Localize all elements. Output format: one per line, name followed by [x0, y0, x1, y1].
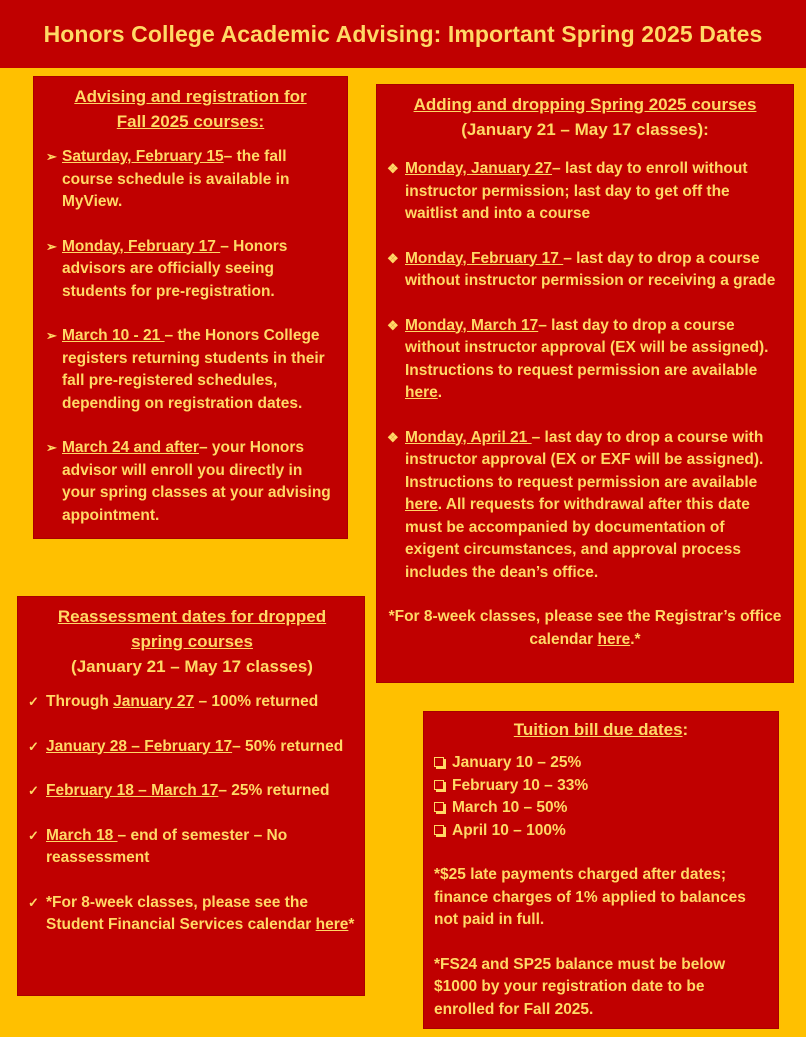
checkbox-icon [434, 757, 444, 767]
drop-item-text: – last day to drop a course without instructor permission or receiving a grade [405, 249, 776, 289]
reassess-item [28, 780, 356, 803]
reassess-item: ✓ Through January 27 – 100% returned [28, 691, 356, 714]
reassess-note: ✓ *For 8-week classes, please see the Student Financial Services calendar here* [28, 893, 355, 933]
diamond-bullet-icon: ❖ [387, 250, 399, 266]
fall-item [46, 437, 335, 527]
checkbox-icon [434, 825, 444, 835]
reassess-item-text: – 50% returned [232, 737, 344, 755]
balance-note: *FS24 and SP25 balance must be below $1000 by your registration date to be enrolled for Fall 2025. [434, 955, 726, 1018]
drop-title-line1: Adding and dropping Spring 2025 courses [413, 95, 757, 114]
reassess-item-text: – 25% returned [218, 782, 330, 799]
drop-item-text: – last day to drop a course without instructor approval (EX will be assigned). Instructions to request permission are available [405, 316, 769, 379]
fall-box-title [46, 84, 335, 134]
fall-item [46, 146, 335, 214]
drop-item-date: Monday, April 21 [405, 428, 532, 446]
sfs-here-link[interactable]: here [315, 916, 349, 933]
tuition-item: March 10 – 50% [434, 797, 768, 820]
drop-item [387, 427, 783, 585]
tuition-title: Tuition bill due dates [513, 720, 683, 739]
drop-item-date: Monday, February 17 [405, 249, 564, 267]
fall-title-line2: Fall 2025 courses: [116, 112, 265, 131]
drop-item [387, 158, 783, 226]
reassess-item-date: February 18 – March 17 [46, 782, 219, 799]
arrow-bullet-icon: ➢ [46, 440, 57, 455]
fall-item-text: – your Honors advisor will enroll you directly in your spring classes at your advising appointment. [62, 439, 331, 524]
fall-item-text: – the fall course schedule is available in MyView. [62, 148, 290, 210]
reassess-box-title [28, 604, 356, 679]
reassess-item [28, 736, 356, 759]
reassessment-box [17, 596, 365, 996]
checkbox-icon [434, 802, 444, 812]
drop-item-text: – last day to drop a course with instructor approval (EX or EXF will be assigned). Instructions to request permission are available [405, 428, 764, 491]
drop-item [387, 248, 783, 293]
drop-item-tail: . [437, 384, 443, 401]
fall-item [46, 236, 335, 304]
drop-item-text: – last day to enroll without instructor permission; last day to get off the waitlist and into a course [405, 160, 748, 222]
here-link[interactable]: here [405, 496, 438, 513]
reassess-title-line1: Reassessment dates for dropped [57, 607, 327, 626]
reassess-item [28, 825, 356, 870]
drop-box-title [387, 92, 783, 142]
reassess-title-line2: spring courses [131, 632, 253, 651]
checkmark-icon: ✓ [28, 738, 39, 754]
reassess-item-date: March 18 [46, 826, 118, 844]
tuition-box [423, 711, 779, 1029]
drop-item-date: Monday, January 27 [405, 160, 553, 177]
checkmark-icon: ✓ [28, 894, 39, 910]
tuition-box-title: Tuition bill due dates: [513, 720, 689, 739]
add-drop-box [376, 84, 794, 683]
fall-item-date: Saturday, February 15 [62, 148, 224, 165]
diamond-bullet-icon: ❖ [387, 161, 399, 176]
arrow-bullet-icon: ➢ [46, 238, 57, 254]
reassess-title-line3: (January 21 – May 17 classes) [71, 657, 313, 676]
reassess-item-text: – end of semester – No reassessment [46, 826, 288, 866]
reassess-item-date: January 28 – February 17 [46, 737, 233, 755]
drop-item-date: Monday, March 17 [405, 316, 539, 334]
fall-registration-box [33, 76, 348, 539]
drop-item [387, 315, 783, 405]
checkbox-icon [434, 780, 444, 790]
reassess-item-date: January 27 [113, 693, 195, 710]
reassess-item-text: – 100% returned [194, 693, 319, 710]
checkmark-icon: ✓ [28, 827, 39, 843]
checkmark-icon: ✓ [28, 694, 39, 709]
tuition-item: April 10 – 100% [434, 820, 768, 843]
diamond-bullet-icon: ❖ [387, 317, 399, 333]
arrow-bullet-icon: ➢ [46, 328, 57, 343]
fall-item [46, 325, 335, 415]
fall-item-date: March 24 and after [62, 439, 199, 456]
fall-item-text: – Honors advisors are officially seeing students for pre-registration. [62, 237, 288, 300]
here-link[interactable]: here [405, 384, 438, 401]
drop-item-tail: . All requests for withdrawal after this date must be accompanied by documentation of exigent circumstances, and approval process includes the dean’s office. [405, 496, 750, 581]
arrow-bullet-icon: ➢ [46, 149, 57, 164]
fall-item-text: – the Honors College registers returning students in their fall pre-registered schedules, depending on registration dates. [62, 327, 325, 412]
registrar-here-link[interactable]: here [597, 630, 631, 648]
fall-item-date: March 10 - 21 [62, 327, 165, 344]
fall-title-line1: Advising and registration for [74, 87, 307, 106]
title-banner [0, 0, 806, 68]
tuition-item: February 10 – 33% [434, 775, 768, 798]
fall-item-date: Monday, February 17 [62, 237, 221, 255]
tuition-item: January 10 – 25% [434, 752, 768, 775]
registrar-note: *For 8-week classes, please see the Registrar’s office calendar here.* [388, 608, 782, 648]
drop-title-line2: (January 21 – May 17 classes): [461, 120, 709, 139]
diamond-bullet-icon: ❖ [387, 429, 399, 445]
page-title: Honors College Academic Advising: Important Spring 2025 Dates [43, 20, 763, 47]
late-payment-note: *$25 late payments charged after dates; finance charges of 1% applied to balances not paid in full. [434, 866, 746, 928]
checkmark-icon: ✓ [28, 783, 39, 798]
